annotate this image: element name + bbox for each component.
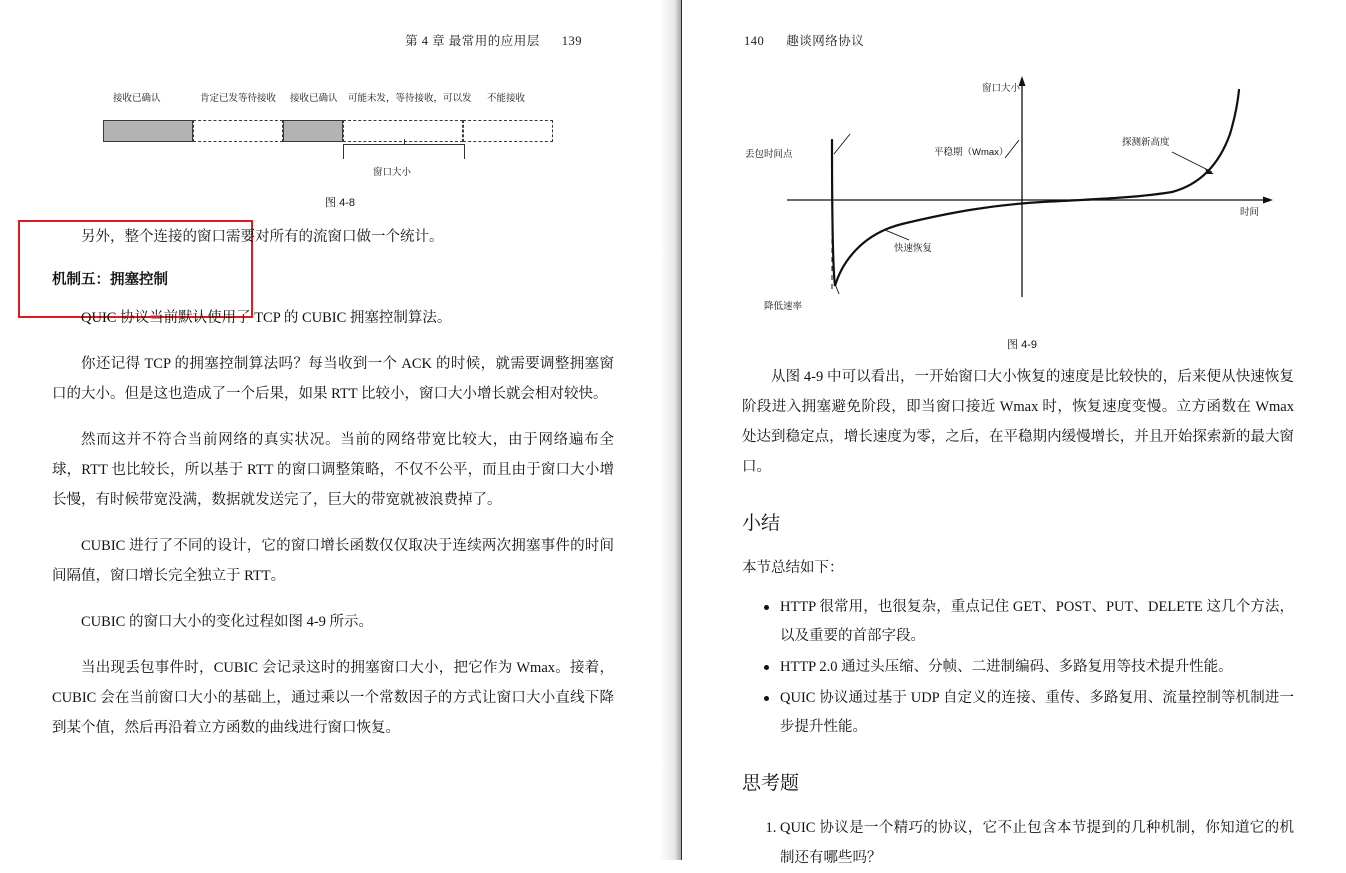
subheading-congestion-control: 机制五：拥塞控制 <box>52 272 168 288</box>
fig48-window-brace <box>343 144 465 159</box>
fig48-label-5: 窗口大小 <box>373 167 412 178</box>
fig48-bar-not-receivable <box>463 120 553 142</box>
list-item: HTTP 2.0 通过头压缩、分帧、二进制编码、多路复用等技术提升性能。 <box>764 653 1294 682</box>
running-head-right <box>744 31 864 49</box>
right-paragraph-0: 从图 4-9 中可以看出，一开始窗口大小恢复的速度是比较快的，后来便从快速恢复阶段进入拥塞避免阶段，即当窗口接近 Wmax 时，恢复速度变慢。立方函数在 Wmax 处达到稳定点，增长速度为零，之后，在平稳期内缓慢增长，并且开始探索新的最大窗口。 <box>742 369 1294 475</box>
page-edge-shadow-left <box>660 0 681 860</box>
paragraph-6: 当出现丢包事件时，CUBIC 会记录这时的拥塞窗口大小，把它作为 Wmax。接着，CUBIC 会在当前窗口大小的基础上，通过乘以一个常数因子的方式让窗口大小直线下降到某个值，然后再沿着立方函数的曲线进行窗口恢复。 <box>52 660 614 736</box>
questions-list <box>742 813 1294 873</box>
left-page-body <box>52 222 614 759</box>
paragraph-4: CUBIC 进行了不同的设计，它的窗口增长函数仅仅取决于连续两次拥塞事件的时间间隔值，窗口增长完全独立于 RTT。 <box>52 538 614 584</box>
page-right <box>682 0 1346 866</box>
right-page-body <box>742 362 1294 873</box>
running-head-left-text: 第 4 章 最常用的应用层 <box>405 34 540 48</box>
fig49-label-reduce-rate: 降低速率 <box>764 301 803 312</box>
fig48-bar-acked-1 <box>103 120 193 142</box>
folio-right: 140 <box>744 34 765 48</box>
folio-left: 139 <box>561 34 582 48</box>
fig48-label-3: 可能未发，等待接收，可以发 <box>348 93 472 104</box>
fig49-label-time: 时间 <box>1240 207 1260 218</box>
fig49-label-plateau: 平稳期（Wmax） <box>934 147 1009 158</box>
fig49-label-loss-point: 丢包时间点 <box>745 149 793 160</box>
paragraph-3: 然而这并不符合当前网络的真实状况。当前的网络带宽比较大，由于网络遍布全球，RTT 也比较长，所以基于 RTT 的窗口调整策略，不仅不公平，而且由于窗口大小增长慢，有时候带宽没满，数据就发送完了，巨大的带宽就被浪费掉了。 <box>52 432 614 508</box>
paragraph-1: QUIC 协议当前默认使用了 TCP 的 CUBIC 拥塞控制算法。 <box>81 310 452 326</box>
figure-4-9-caption: 图 4-9 <box>1007 339 1037 351</box>
paragraph-2: 你还记得 TCP 的拥塞控制算法吗？每当收到一个 ACK 的时候，就需要调整拥塞窗口的大小。但是这也造成了一个后果，如果 RTT 比较小，窗口大小增长就会相对较快。 <box>52 356 614 402</box>
list-item: HTTP 很常用，也很复杂，重点记住 GET、POST、PUT、DELETE 这几个方法，以及重要的首部字段。 <box>764 593 1294 651</box>
fig49-label-fast-recovery: 快速恢复 <box>894 243 933 254</box>
running-head-left <box>405 31 582 49</box>
fig49-label-window-size: 窗口大小 <box>982 83 1021 94</box>
heading-questions: 思考题 <box>742 773 800 794</box>
page-left <box>0 0 682 860</box>
figure-4-8 <box>95 72 585 202</box>
summary-lead: 本节总结如下： <box>742 560 844 576</box>
summary-bullet-list <box>742 593 1294 742</box>
list-item: QUIC 协议通过基于 UDP 自定义的连接、重传、多路复用、流量控制等机制进一步提升性能。 <box>764 684 1294 742</box>
heading-summary: 小结 <box>742 513 781 534</box>
fig48-label-4: 不能接收 <box>487 93 526 104</box>
fig48-bar-sent-waiting <box>193 120 283 142</box>
running-head-right-text: 趣谈网络协议 <box>786 34 865 48</box>
list-item: 1. QUIC 协议是一个精巧的协议，它不止包含本节提到的几种机制，你知道它的机制还有哪些吗？ <box>780 813 1294 873</box>
fig48-bar-sendable <box>343 120 463 142</box>
fig49-label-probe-new-max: 探测新高度 <box>1122 137 1170 148</box>
figure-4-9-graphic <box>742 62 1302 342</box>
fig48-label-1: 肯定已发等待接收 <box>200 93 277 104</box>
paragraph-5: CUBIC 的窗口大小的变化过程如图 4-9 所示。 <box>81 614 374 630</box>
figure-4-8-caption: 图 4-8 <box>325 197 355 209</box>
fig48-label-2: 接收已确认 <box>290 93 338 104</box>
fig48-bar-acked-2 <box>283 120 343 142</box>
figure-4-9 <box>742 62 1302 342</box>
paragraph-0: 另外，整个连接的窗口需要对所有的流窗口做一个统计。 <box>81 229 444 245</box>
fig48-label-0: 接收已确认 <box>113 93 161 104</box>
